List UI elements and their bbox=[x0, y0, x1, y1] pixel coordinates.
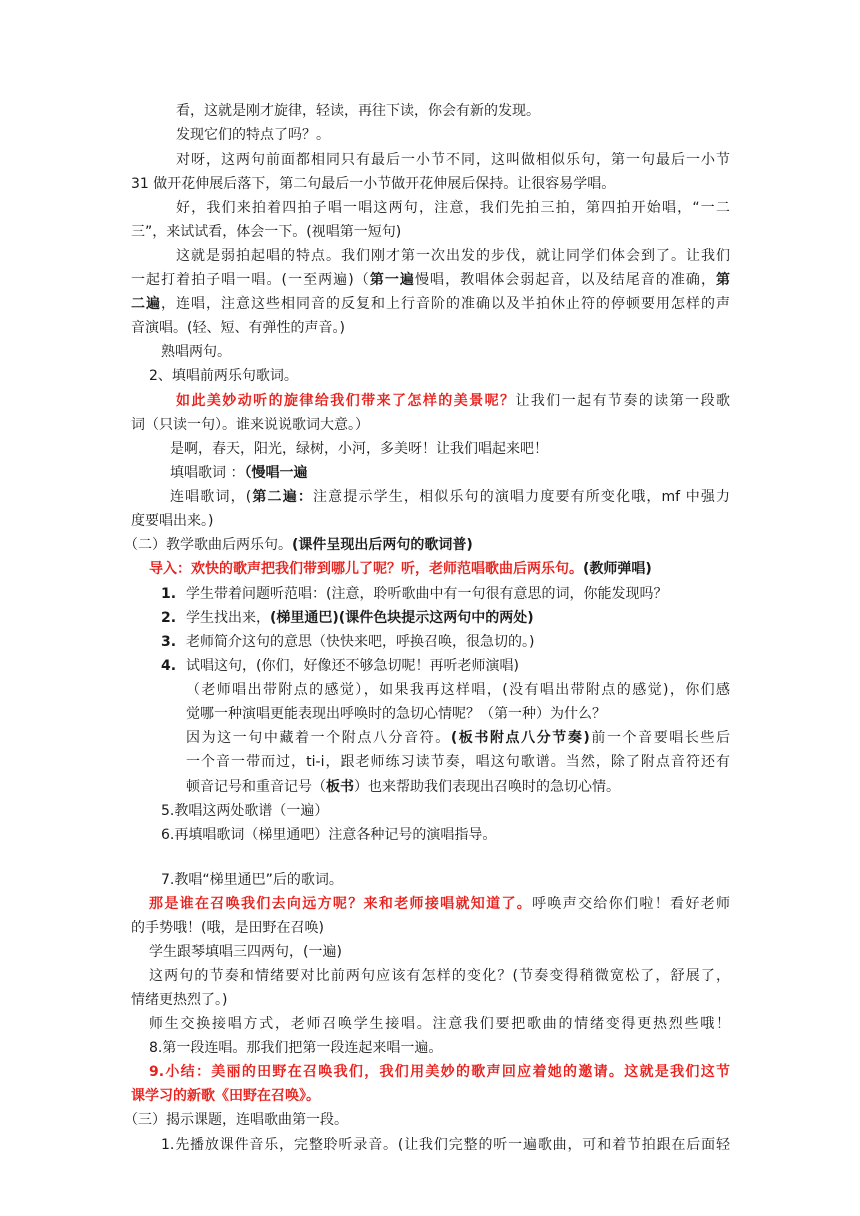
summary-line: 课学习的新歌《田野在召唤》。 bbox=[131, 1088, 320, 1104]
paragraph-line: 那是谁在召唤我们去向远方呢？来和老师接唱就知道了。呼唤声交给你们啦！看好老师 bbox=[149, 896, 731, 912]
paragraph-line: 情绪更热烈了。) bbox=[131, 992, 228, 1008]
paragraph-line: 这两句的节奏和情绪要对比前两句应该有怎样的变化？(节奏变得稍微宽松了，舒展了， bbox=[149, 968, 730, 984]
paragraph-line: 三”，来试试看，体会一下。(视唱第一短句) bbox=[131, 224, 402, 240]
paragraph-line: 1.先播放课件音乐，完整聆听录音。(让我们完整的听一遍歌曲，可和着节拍跟在后面轻 bbox=[161, 1137, 730, 1153]
paragraph-line: 音演唱。(轻、短、有弹性的声音。) bbox=[131, 320, 345, 336]
list-item: 学生带着问题听范唱：(注意，聆听歌曲中有一句很有意思的词，你能发现吗？ bbox=[186, 586, 668, 602]
list-number: 3. bbox=[161, 634, 177, 650]
list-item-line: 觉哪一种演唱更能表现出呼唤时的急切心情呢？（第一种）为什么？ bbox=[186, 706, 606, 722]
paragraph-line: 看，这就是刚才旋律，轻读，再往下读，你会有新的发现。 bbox=[176, 103, 540, 119]
paragraph-line: 8.第一段连唱。那我们把第一段连起来唱一遍。 bbox=[149, 1040, 443, 1056]
list-item: 老师简介这句的意思（快快来吧，呼换召唤，很急切的。) bbox=[186, 634, 535, 650]
list-number: 1. bbox=[161, 586, 177, 602]
summary-line: 9.小结：美丽的田野在召唤我们，我们用美妙的歌声回应着她的邀请。这就是我们这节 bbox=[149, 1064, 730, 1080]
paragraph-line: 导入：欢快的歌声把我们带到哪儿了呢？听，老师范唱歌曲后两乐句。(教师弹唱) bbox=[149, 561, 652, 577]
list-item: 学生找出来，(梯里通巴)(课件色块提示这两句中的两处) bbox=[186, 610, 534, 626]
list-item: 试唱这句，(你们，好像还不够急切呢！再听老师演唱) bbox=[186, 658, 519, 674]
list-item-line: 一个音一带而过，ti-i，跟老师练习读节奏，唱这句歌谱。当然，除了附点音符还有 bbox=[186, 754, 730, 770]
paragraph-line: 是啊，春天，阳光，绿树，小河，多美呀！让我们唱起来吧！ bbox=[170, 441, 548, 457]
paragraph-line: 7.教唱“梯里通巴”后的歌词。 bbox=[161, 872, 343, 888]
paragraph-line: 31 做开花伸展后落下，第二句最后一小节做开花伸展后保持。让很容易学唱。 bbox=[131, 176, 616, 192]
list-item-line: 顿音记号和重音记号（板书）也来帮助我们表现出召唤时的急切心情。 bbox=[186, 779, 620, 795]
list-number: 4. bbox=[161, 658, 177, 674]
paragraph-line: 2、填唱前两乐句歌词。 bbox=[149, 368, 298, 384]
paragraph-line: 一起打着拍子唱一唱。(一至两遍)（第一遍慢唱，教唱体会弱起音，以及结尾音的准确，第 bbox=[131, 272, 730, 288]
paragraph-line: 6.再填唱歌词（梯里通吧）注意各种记号的演唱指导。 bbox=[161, 827, 497, 843]
paragraph-line: 填唱歌词 ：（慢唱一遍 bbox=[170, 465, 308, 481]
paragraph-line: 二遍，连唱，注意这些相同音的反复和上行音阶的准确以及半拍休止符的停顿要用怎样的声 bbox=[131, 296, 730, 312]
paragraph-line: 学生跟琴填唱三四两句，(一遍) bbox=[149, 944, 342, 960]
paragraph-line: 连唱歌词，(第二遍：注意提示学生，相似乐句的演唱力度要有所变化哦，mf 中强力 bbox=[170, 489, 731, 505]
paragraph-line: 熟唱两句。 bbox=[161, 344, 231, 360]
paragraph-line: 好，我们来拍着四拍子唱一唱这两句，注意，我们先拍三拍，第四拍开始唱，“一二 bbox=[176, 200, 730, 216]
paragraph-line: 对呀，这两句前面都相同只有最后一小节不同，这叫做相似乐句，第一句最后一小节 bbox=[176, 152, 730, 168]
section-heading: （三）揭示课题，连唱歌曲第一段。 bbox=[124, 1112, 348, 1128]
paragraph-line: 如此美妙动听的旋律给我们带来了怎样的美景呢？让我们一起有节奏的读第一段歌 bbox=[176, 393, 731, 409]
paragraph-line: 度要唱出来。) bbox=[131, 513, 214, 529]
list-item-line: （老师唱出带附点的感觉），如果我再这样唱，(没有唱出带附点的感觉)，你们感 bbox=[186, 682, 730, 698]
paragraph-line: 5.教唱这两处歌谱（一遍） bbox=[161, 803, 329, 819]
list-number: 2. bbox=[161, 610, 177, 626]
paragraph-line: 的手势哦！(哦，是田野在召唤) bbox=[131, 920, 324, 936]
section-heading: （二）教学歌曲后两乐句。(课件呈现出后两句的歌词普) bbox=[124, 537, 473, 553]
paragraph-line: 词（只读一句）。谁来说说歌词大意。） bbox=[131, 417, 369, 433]
paragraph-line: 师生交换接唱方式，老师召唤学生接唱。注意我们要把歌曲的情绪变得更热烈些哦！ bbox=[149, 1016, 730, 1032]
paragraph-line: 发现它们的特点了吗？。 bbox=[176, 127, 330, 143]
list-item-line: 因为这一句中藏着一个附点八分音符。(板书附点八分节奏)前一个音要唱长些后 bbox=[186, 730, 731, 746]
paragraph-line: 这就是弱拍起唱的特点。我们刚才第一次出发的步伐，就让同学们体会到了。让我们 bbox=[176, 248, 730, 264]
